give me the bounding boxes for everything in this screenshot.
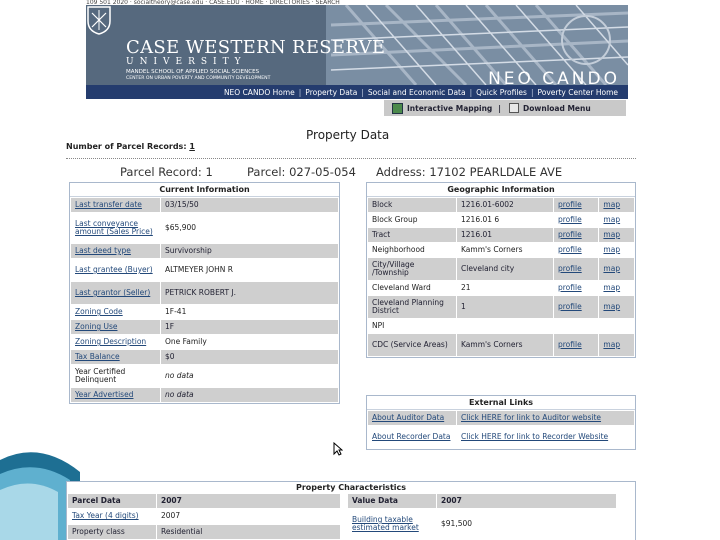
field-value: $91,500 — [437, 509, 616, 539]
nav-separator: | — [298, 87, 302, 97]
nav-separator: | — [361, 87, 364, 97]
table-row — [368, 198, 634, 212]
table-row — [368, 243, 634, 257]
page-title: Property Data — [306, 128, 390, 142]
field-value: 1216.01-6002 — [457, 198, 553, 212]
column-header: 2007 — [157, 494, 340, 508]
field-value: Cleveland city — [457, 258, 553, 280]
profile-link[interactable]: profile — [554, 213, 598, 227]
table-row — [71, 282, 338, 304]
parcel-data-table — [67, 493, 341, 540]
field-label: Tract — [368, 228, 456, 242]
table-row — [71, 350, 338, 364]
nav-separator: | — [530, 87, 534, 97]
column-header: 2007 — [437, 494, 616, 508]
field-value: PETRICK ROBERT J. — [161, 282, 338, 304]
profile-link[interactable]: profile — [554, 281, 598, 295]
table-row — [368, 296, 634, 318]
nav-quick-profiles[interactable]: Quick Profiles — [476, 87, 527, 97]
field-label: City/Village /Township — [368, 258, 456, 280]
field-label: Year Certified Delinquent — [71, 365, 160, 387]
main-nav-bar — [86, 85, 628, 99]
interactive-mapping-link[interactable]: Interactive Mapping — [407, 103, 493, 113]
field-label: Property class — [68, 525, 156, 539]
map-link[interactable]: map — [599, 228, 634, 242]
field-value — [457, 319, 553, 333]
university-subtitle: UNIVERSITY — [126, 57, 247, 67]
university-seal-icon — [86, 5, 112, 35]
table-row — [71, 388, 338, 402]
current-information-panel — [69, 182, 340, 404]
field-label-link[interactable]: Year Advertised — [71, 388, 160, 402]
table-row — [368, 426, 634, 448]
property-characteristics-header: Property Characteristics — [67, 482, 635, 493]
record-count-label: Number of Parcel Records: — [66, 142, 187, 151]
geographic-information-panel — [366, 182, 636, 358]
mouse-pointer-icon — [333, 442, 343, 456]
table-row — [368, 319, 634, 333]
table-row — [68, 509, 340, 523]
nav-separator: | — [469, 87, 473, 97]
value-data-table — [347, 493, 617, 540]
field-label: Cleveland Ward — [368, 281, 456, 295]
field-label-link[interactable]: Last transfer date — [71, 198, 160, 212]
field-value: 1F-41 — [161, 305, 338, 319]
download-icon — [509, 103, 519, 113]
about-recorder-link[interactable]: About Recorder Data — [368, 426, 456, 448]
field-label-link[interactable]: Tax Year (4 digits) — [68, 509, 156, 523]
field-value: $65,900 — [161, 213, 338, 243]
table-row — [71, 305, 338, 319]
field-label-link[interactable]: Zoning Code — [71, 305, 160, 319]
table-row — [71, 259, 338, 281]
field-value: ALTMEYER JOHN R — [161, 259, 338, 281]
profile-link[interactable]: profile — [554, 198, 598, 212]
field-label: Neighborhood — [368, 243, 456, 257]
recorder-website-link[interactable]: Click HERE for link to Recorder Website — [457, 426, 634, 448]
table-row — [348, 509, 616, 539]
parcel-record-count — [66, 142, 195, 151]
column-header: Parcel Data — [68, 494, 156, 508]
table-row — [71, 335, 338, 349]
map-link[interactable]: map — [599, 334, 634, 356]
nav-neo-cando-home[interactable]: NEO CANDO Home — [223, 87, 295, 97]
download-menu-link[interactable]: Download Menu — [523, 103, 591, 113]
field-value: Residential — [157, 525, 340, 539]
field-label: Block Group — [368, 213, 456, 227]
field-label-link[interactable]: Last grantee (Buyer) — [71, 259, 160, 281]
empty-cell — [599, 319, 634, 333]
field-label-link[interactable]: Zoning Description — [71, 335, 160, 349]
map-link[interactable]: map — [599, 281, 634, 295]
field-label-link[interactable]: Last grantor (Seller) — [71, 282, 160, 304]
external-links-header: External Links — [367, 396, 635, 410]
table-row — [368, 258, 634, 280]
table-row — [71, 365, 338, 387]
table-row — [368, 411, 634, 425]
field-label: Block — [368, 198, 456, 212]
site-banner — [86, 5, 628, 85]
map-icon — [392, 103, 403, 114]
field-value: no data — [161, 365, 338, 387]
top-utility-strip: 109 501 2020 · socialtheory@case.edu · CASE.EDU · HOME · DIRECTORIES · SEARCH — [86, 0, 340, 5]
parcel-record-number: Parcel Record: 1 — [120, 165, 213, 179]
map-link[interactable]: map — [599, 258, 634, 280]
subnav-separator: | — [498, 103, 502, 113]
map-link[interactable]: map — [599, 198, 634, 212]
sub-nav-bar — [384, 100, 626, 116]
record-count-link[interactable]: 1 — [189, 142, 195, 151]
column-header: Value Data — [348, 494, 436, 508]
field-value: Kamm's Corners — [457, 243, 553, 257]
about-auditor-link[interactable]: About Auditor Data — [368, 411, 456, 425]
table-row — [368, 281, 634, 295]
parcel-id: Parcel: 027-05-054 — [247, 165, 356, 179]
table-row — [348, 494, 616, 508]
neo-cando-brand: NEO CANDO — [488, 69, 620, 85]
map-link[interactable]: map — [599, 213, 634, 227]
table-row — [68, 494, 340, 508]
field-label-link[interactable]: Last conveyance amount (Sales Price) — [71, 213, 160, 243]
field-label: CDC (Service Areas) — [368, 334, 456, 356]
current-information-header: Current Information — [70, 183, 339, 197]
field-value: One Family — [161, 335, 338, 349]
map-link[interactable]: map — [599, 296, 634, 318]
field-value: 1 — [457, 296, 553, 318]
table-row — [71, 213, 338, 243]
profile-link[interactable]: profile — [554, 258, 598, 280]
table-row — [368, 334, 634, 356]
field-label-link[interactable]: Building taxable estimated market — [348, 509, 436, 539]
field-value: $0 — [161, 350, 338, 364]
field-value: 1F — [161, 320, 338, 334]
nav-poverty-center-home[interactable]: Poverty Center Home — [537, 87, 618, 97]
field-value: 2007 — [157, 509, 340, 523]
dotted-divider — [66, 158, 636, 159]
school-name: MANDEL SCHOOL OF APPLIED SOCIAL SCIENCES — [126, 69, 260, 75]
profile-link[interactable]: profile — [554, 228, 598, 242]
parcel-address: Address: 17102 PEARLDALE AVE — [376, 165, 563, 179]
auditor-website-link[interactable]: Click HERE for link to Auditor website — [457, 411, 634, 425]
table-row — [71, 320, 338, 334]
profile-link[interactable]: profile — [554, 296, 598, 318]
table-row — [71, 244, 338, 258]
field-value: 1216.01 6 — [457, 213, 553, 227]
field-label-link[interactable]: Last deed type — [71, 244, 160, 258]
field-label-link[interactable]: Zoning Use — [71, 320, 160, 334]
empty-cell — [554, 319, 598, 333]
map-link[interactable]: map — [599, 243, 634, 257]
property-characteristics-panel — [66, 481, 636, 540]
field-label: Cleveland Planning District — [368, 296, 456, 318]
field-value: 21 — [457, 281, 553, 295]
field-label: NPI — [368, 319, 456, 333]
geographic-information-header: Geographic Information — [367, 183, 635, 197]
table-row — [368, 228, 634, 242]
table-row — [71, 198, 338, 212]
field-value: 1216.01 — [457, 228, 553, 242]
nav-property-data[interactable]: Property Data — [305, 87, 358, 97]
nav-social-economic-data[interactable]: Social and Economic Data — [367, 87, 466, 97]
field-value: Survivorship — [161, 244, 338, 258]
center-name: CENTER ON URBAN POVERTY AND COMMUNITY DEVELOPMENT — [126, 76, 271, 81]
field-value: Kamm's Corners — [457, 334, 553, 356]
table-row — [68, 525, 340, 539]
external-links-panel — [366, 395, 636, 450]
table-row — [368, 213, 634, 227]
field-label-link[interactable]: Tax Balance — [71, 350, 160, 364]
university-name: CASE WESTERN RESERVE — [126, 37, 386, 58]
profile-link[interactable]: profile — [554, 334, 598, 356]
field-value: no data — [161, 388, 338, 402]
profile-link[interactable]: profile — [554, 243, 598, 257]
field-value: 03/15/50 — [161, 198, 338, 212]
